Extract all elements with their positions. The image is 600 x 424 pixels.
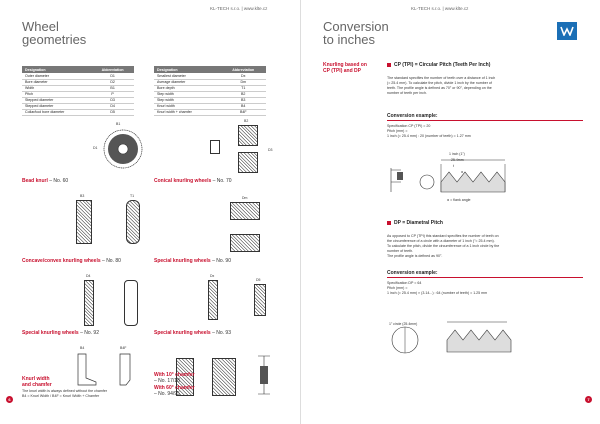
square-bullet-icon xyxy=(387,63,391,67)
dim-b4: B4 xyxy=(80,346,85,350)
caption-line-2: and chamfer xyxy=(22,382,52,388)
header-company: KL-TECH s.r.o. | www.klte.cz xyxy=(411,6,469,11)
table-cell: Bore depth xyxy=(154,85,220,91)
dim-d1: D1 xyxy=(93,146,98,150)
knurl-width-figure xyxy=(76,352,98,386)
knurl-width-figure-2 xyxy=(118,352,134,386)
title-line-2: to inches xyxy=(323,32,376,47)
table-cell: D5 xyxy=(91,109,134,115)
fig2-circle-label: 1" circle (25.4mm) xyxy=(389,322,418,326)
special-93-figure xyxy=(208,280,218,320)
divider xyxy=(387,277,583,278)
note-line-1: The knurl width is always defined without the chamfer xyxy=(22,389,108,393)
table-cell: Outer diameter xyxy=(22,73,91,79)
table-cell: D4 xyxy=(91,103,134,109)
dp-description xyxy=(387,234,499,259)
table-cell: B4 xyxy=(220,103,266,109)
caption-chamfer-10 xyxy=(154,372,195,384)
dim-d5: D5 xyxy=(256,278,261,282)
conical-wheel-figure xyxy=(230,125,266,173)
caption-number: – No. 94/95 xyxy=(154,391,180,397)
dim-d3: D3 xyxy=(268,148,273,152)
chamfer-profile-drawing xyxy=(256,352,272,398)
table-cell: B3 xyxy=(220,97,266,103)
text-line: (= 25.4 mm). To calculate the pitch, divide 1 inch by the number of xyxy=(387,81,492,85)
caption-chamfer-60 xyxy=(154,385,195,397)
flank-angle-note: α = flank angle xyxy=(447,198,471,202)
dim-t1: T1 xyxy=(130,194,135,198)
page-number-right: 7 xyxy=(585,396,592,403)
cp-pitch-drawing xyxy=(387,152,583,202)
title-line-1: Conversion xyxy=(323,19,389,34)
table1-header-abbreviation: Abbreviation xyxy=(91,66,134,73)
page-number-left: 6 xyxy=(6,396,13,403)
table-row xyxy=(154,109,266,115)
table-cell: B4F xyxy=(220,109,266,115)
table-cell: Smallest diameter xyxy=(154,73,220,79)
dim-d4: D4 xyxy=(86,274,91,278)
text-line: Specification DP = 64 xyxy=(387,281,422,285)
caption-label: Special knurling wheels xyxy=(154,330,211,336)
table-cell: P xyxy=(91,91,134,97)
dim-dx: Dx xyxy=(210,274,215,278)
fig1-mm-label: 25.4mm xyxy=(451,158,464,162)
conical-side-view xyxy=(210,140,220,154)
dim-dm: Dm xyxy=(242,196,248,200)
cp-title-text: CP (TPI) = Circular Pitch (Teeth Per Inch) xyxy=(394,62,491,68)
caption-number: – No. 17/18 xyxy=(154,378,180,384)
caption-conical xyxy=(154,178,232,184)
table-cell: Stepped diameter xyxy=(22,97,91,103)
special-93-section xyxy=(254,284,266,316)
caption-concave-convex xyxy=(22,258,121,264)
conversion-example-1-title: Conversion example: xyxy=(387,113,438,119)
caption-label: Special knurling wheels xyxy=(154,258,211,264)
text-line: the circumference of a circle with a diameter of 1 inch ("= 25.4 mm). xyxy=(387,239,495,243)
caption-label: Special knurling wheels xyxy=(22,330,79,336)
table2-header-abbreviation: Abbreviation xyxy=(220,66,266,73)
text-line: number of teeth. xyxy=(387,249,414,253)
table-cell: Dx xyxy=(220,73,266,79)
special-90-upper xyxy=(230,202,260,220)
chamfer-60-figure xyxy=(212,358,236,396)
table1-header-designation: Designation xyxy=(22,66,91,73)
table2-header-designation: Designation xyxy=(154,66,220,73)
caption-line-1: Knurl width xyxy=(22,376,50,382)
right-page xyxy=(300,0,600,424)
table-cell: Collar/tool bore diameter xyxy=(22,109,91,115)
divider xyxy=(387,120,583,121)
table-cell: Dm xyxy=(220,79,266,85)
caption-number: – No. 80 xyxy=(100,258,121,264)
note-line-2: B4 = Knurl Width / B4F = Knurl Width + Chamfer xyxy=(22,394,100,398)
table-cell: Step width xyxy=(154,97,220,103)
table-cell: Stepped diameter xyxy=(22,103,91,109)
caption-label: With 10° chamfer xyxy=(154,372,195,378)
intro-line-1: Knurling based on xyxy=(323,62,367,68)
title-line-1: Wheel xyxy=(22,19,59,34)
text-line: Specification CP (TPI) = 20 xyxy=(387,124,431,128)
dim-b1: B1 xyxy=(116,122,121,126)
square-bullet-icon xyxy=(387,221,391,225)
text-line: The standard specifies the number of teeth over a distance of 1 inch xyxy=(387,76,496,80)
cp-description xyxy=(387,76,495,96)
text-line: To calculate the pitch, divide the circumference of a 1 inch circle by the xyxy=(387,244,500,248)
caption-label: Concave/convex knurling wheels xyxy=(22,258,101,264)
intro-line-2: CP (TPI) and DP xyxy=(323,68,361,74)
cp-pitch-figure xyxy=(387,152,583,202)
text-line: As opposed to CP (TPI) this standard specifies the number of teeth on xyxy=(387,234,499,238)
caption-special-90 xyxy=(154,258,231,264)
convex-wheel-figure xyxy=(126,200,140,244)
text-line: number of teeth per inch. xyxy=(387,91,427,95)
text-line: 1 inch (= 25.4 mm) × (3.14...) : 64 (number of teeth) = 1.25 mm xyxy=(387,291,488,295)
caption-number: – No. 70 xyxy=(211,178,232,184)
intro-heading xyxy=(323,62,367,74)
caption-label: Bead knurl xyxy=(22,178,48,184)
table-cell: Knurl width + chamfer xyxy=(154,109,220,115)
fig1-alpha-label: α xyxy=(461,170,464,174)
caption-special-92 xyxy=(22,330,99,336)
caption-number: – No. 60 xyxy=(47,178,69,184)
caption-knurl-width xyxy=(22,376,52,388)
caption-number: – No. 92 xyxy=(78,330,99,336)
table-cell: Step width xyxy=(154,91,220,97)
fig1-inch-label: 1 inch (1") xyxy=(449,152,465,156)
text-line: 1 inch (= 25.4 mm) : 20 (number of teeth) = 1.27 mm xyxy=(387,134,471,138)
table-cell: Pitch xyxy=(22,91,91,97)
chamfer-profile xyxy=(256,352,272,398)
logo xyxy=(557,22,577,40)
table-cell: T1 xyxy=(220,85,266,91)
conversion-example-1 xyxy=(387,124,471,139)
table-cell: Average diameter xyxy=(154,79,220,85)
special-90-lower xyxy=(230,234,260,252)
concave-wheel-figure xyxy=(76,200,92,244)
dim-b3: B3 xyxy=(80,194,85,198)
caption-label: With 60° chamfer xyxy=(154,385,195,391)
designation-table-1 xyxy=(22,66,134,116)
conversion-example-2-title: Conversion example: xyxy=(387,270,438,276)
table-cell: D3 xyxy=(91,97,134,103)
dp-title-text: DP = Diametral Pitch xyxy=(394,220,443,226)
special-92-figure xyxy=(84,280,94,326)
header-company: KL-TECH s.r.o. | www.klte.cz xyxy=(210,6,268,11)
special-92-side xyxy=(124,280,138,326)
caption-special-93 xyxy=(154,330,231,336)
logo-icon xyxy=(560,26,574,36)
text-line: teeth. The profile angle is defined as 70° or 90°, depending on the xyxy=(387,86,492,90)
dim-b4f: B4F xyxy=(120,346,127,350)
caption-number: – No. 93 xyxy=(210,330,231,336)
text-line: Pitch (mm) = xyxy=(387,129,408,133)
knurl-width-drawing xyxy=(76,352,98,386)
text-line: Pitch (mm) = xyxy=(387,286,408,290)
conical-bore xyxy=(238,145,258,153)
table-cell: B1 xyxy=(91,85,134,91)
conversion-example-2 xyxy=(387,281,487,296)
dim-b2: B2 xyxy=(244,119,249,123)
fig1-t-label: t xyxy=(453,164,454,168)
table-cell: Knurl width xyxy=(154,103,220,109)
caption-label: Conical knurling wheels xyxy=(154,178,212,184)
bead-knurl-drawing xyxy=(102,128,144,170)
knurl-width-note xyxy=(22,389,107,399)
table-cell: Width xyxy=(22,85,91,91)
page-title xyxy=(22,20,86,46)
table-cell: Bore diameter xyxy=(22,79,91,85)
table-cell: D1 xyxy=(91,73,134,79)
knurl-chamfer-drawing xyxy=(118,352,134,386)
caption-bead-knurl xyxy=(22,178,68,184)
table-row xyxy=(22,109,134,115)
table-cell: D2 xyxy=(91,79,134,85)
dp-section-title xyxy=(387,220,443,226)
designation-table-2 xyxy=(154,66,266,116)
bead-knurl-figure xyxy=(102,128,144,170)
cp-section-title xyxy=(387,62,490,68)
text-line: The profile angle is defined as 90°. xyxy=(387,254,443,258)
page-title xyxy=(323,20,389,46)
table-cell: B2 xyxy=(220,91,266,97)
special-90-figure xyxy=(230,202,260,252)
title-line-2: geometries xyxy=(22,32,87,47)
caption-number: – No. 90 xyxy=(210,258,231,264)
